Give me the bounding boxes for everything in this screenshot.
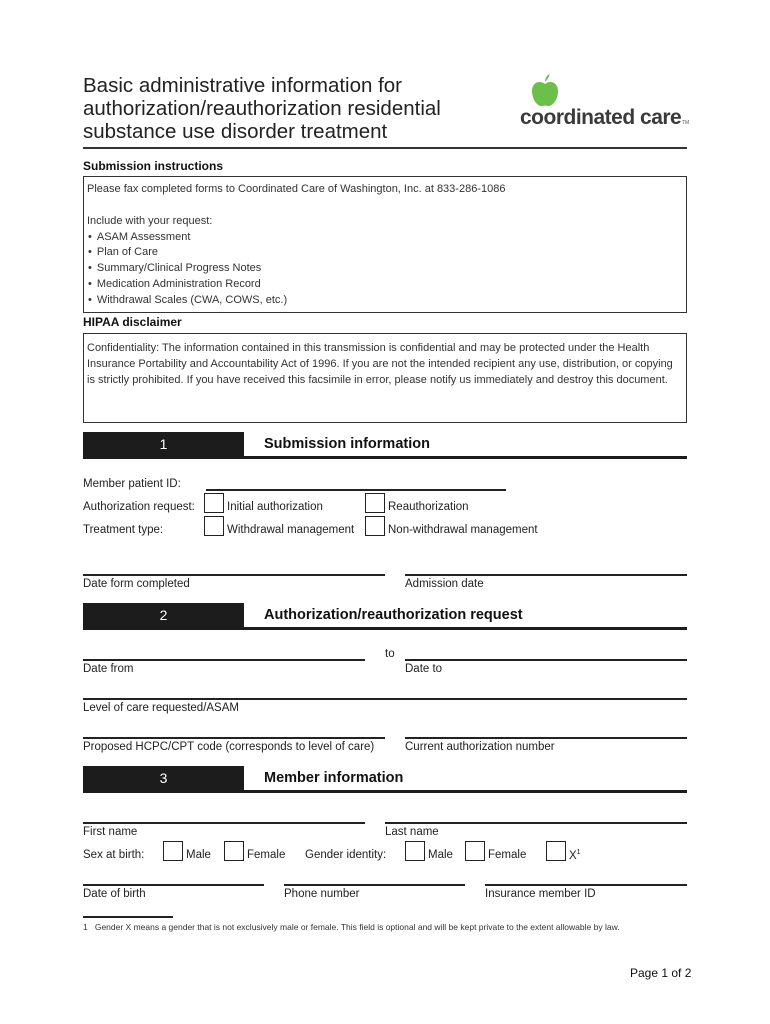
reauthorization-checkbox[interactable] — [365, 493, 385, 513]
date-of-birth-label: Date of birth — [83, 888, 146, 900]
sex-at-birth-label: Sex at birth: — [83, 849, 145, 861]
section-number-1: 1 — [83, 432, 244, 457]
non-withdrawal-management-label: Non-withdrawal management — [388, 524, 538, 536]
section-title-submission-information: Submission information — [264, 436, 430, 452]
member-patient-id-field[interactable] — [206, 489, 506, 491]
date-form-completed-label: Date form completed — [83, 578, 190, 590]
level-of-care-field[interactable] — [83, 698, 687, 700]
footnote-marker: 1 — [83, 922, 88, 932]
current-auth-number-field[interactable] — [405, 737, 687, 739]
member-patient-id-label: Member patient ID: — [83, 478, 181, 490]
section-3-rule — [83, 790, 687, 793]
section-2-rule — [83, 627, 687, 630]
brand-trademark: TM — [682, 120, 690, 126]
include-intro: Include with your request: — [87, 214, 213, 227]
hipaa-text: Confidentiality: The information contained in this transmission is confidential and may be protected under the Health Insurance Portability and Accountability Act of 1996. If you are not the intended recipient any use, distribution, or copying is strictly prohibited. If you have received this facsimile in error, please notify us immediately and destroy this document. — [87, 342, 673, 386]
sex-male-label: Male — [186, 849, 211, 861]
submission-instructions-label: Submission instructions — [83, 159, 224, 173]
list-item: • Plan of Care — [87, 245, 683, 261]
title-line-2: authorization/reauthorization residential — [83, 97, 441, 120]
list-item: • ASAM Assessment — [87, 230, 683, 246]
gender-male-checkbox[interactable] — [405, 841, 425, 861]
last-name-field[interactable] — [385, 822, 687, 824]
non-withdrawal-management-checkbox[interactable] — [365, 516, 385, 536]
current-auth-number-label: Current authorization number — [405, 741, 555, 753]
list-item: • Medication Administration Record — [87, 277, 683, 293]
proposed-code-label: Proposed HCPC/CPT code (corresponds to level of care) — [83, 741, 375, 753]
gender-x-footnote-marker: 1 — [576, 849, 581, 856]
admission-date-field[interactable] — [405, 574, 687, 576]
gender-x-text: X — [569, 849, 577, 862]
first-name-field[interactable] — [83, 822, 365, 824]
hipaa-disclaimer-box — [83, 333, 687, 423]
section-1-rule — [83, 456, 687, 459]
section-number-3: 3 — [83, 766, 244, 791]
insurance-member-id-label: Insurance member ID — [485, 888, 596, 900]
include-list — [87, 230, 683, 309]
level-of-care-label: Level of care requested/ASAM — [83, 702, 239, 714]
gender-identity-label: Gender identity: — [305, 849, 387, 861]
submission-instructions-box — [83, 176, 687, 313]
gender-x-label — [569, 849, 581, 862]
gender-male-label: Male — [428, 849, 453, 861]
page-number: Page 1 of 2 — [630, 966, 692, 980]
sex-female-label: Female — [247, 849, 286, 861]
section-title-member-information: Member information — [264, 770, 404, 786]
withdrawal-management-checkbox[interactable] — [204, 516, 224, 536]
reauthorization-label: Reauthorization — [388, 501, 469, 513]
gender-female-label: Female — [488, 849, 527, 861]
phone-number-field[interactable] — [284, 884, 465, 886]
admission-date-label: Admission date — [405, 578, 484, 590]
header-divider — [83, 147, 687, 149]
section-number-2: 2 — [83, 603, 244, 628]
hipaa-disclaimer-label: HIPAA disclaimer — [83, 315, 182, 329]
to-label: to — [385, 648, 395, 660]
withdrawal-management-label: Withdrawal management — [227, 524, 355, 536]
brand-logo-text: coordinated care — [520, 106, 682, 129]
list-item: • Summary/Clinical Progress Notes — [87, 261, 683, 277]
list-item: • Withdrawal Scales (CWA, COWS, etc.) — [87, 293, 683, 309]
date-form-completed-field[interactable] — [83, 574, 385, 576]
footnote — [83, 922, 620, 932]
initial-authorization-checkbox[interactable] — [204, 493, 224, 513]
title-line-3: substance use disorder treatment — [83, 120, 388, 143]
footnote-text: Gender X means a gender that is not exclusively male or female. This field is optional and will be kept private to the extent allowable by law. — [94, 922, 620, 932]
sex-male-checkbox[interactable] — [163, 841, 183, 861]
date-to-label: Date to — [405, 663, 443, 675]
date-from-field[interactable] — [83, 659, 365, 661]
footnote-divider — [83, 916, 173, 918]
fax-instruction: Please fax completed forms to Coordinated Care of Washington, Inc. at 833-286-1086 — [87, 183, 506, 195]
first-name-label: First name — [83, 826, 138, 838]
section-title-authorization-request: Authorization/reauthorization request — [264, 607, 523, 623]
insurance-member-id-field[interactable] — [485, 884, 687, 886]
last-name-label: Last name — [385, 826, 439, 838]
gender-female-checkbox[interactable] — [465, 841, 485, 861]
document-title — [83, 74, 503, 143]
gender-x-checkbox[interactable] — [546, 841, 566, 861]
initial-authorization-label: Initial authorization — [227, 501, 323, 513]
treatment-type-label: Treatment type: — [83, 524, 164, 536]
title-line-1: Basic administrative information for — [83, 74, 403, 97]
apple-logo-icon — [530, 74, 560, 108]
authorization-request-label: Authorization request: — [83, 501, 195, 513]
proposed-code-field[interactable] — [83, 737, 385, 739]
date-from-label: Date from — [83, 663, 134, 675]
date-to-field[interactable] — [405, 659, 687, 661]
date-of-birth-field[interactable] — [83, 884, 264, 886]
phone-number-label: Phone number — [284, 888, 360, 900]
sex-female-checkbox[interactable] — [224, 841, 244, 861]
